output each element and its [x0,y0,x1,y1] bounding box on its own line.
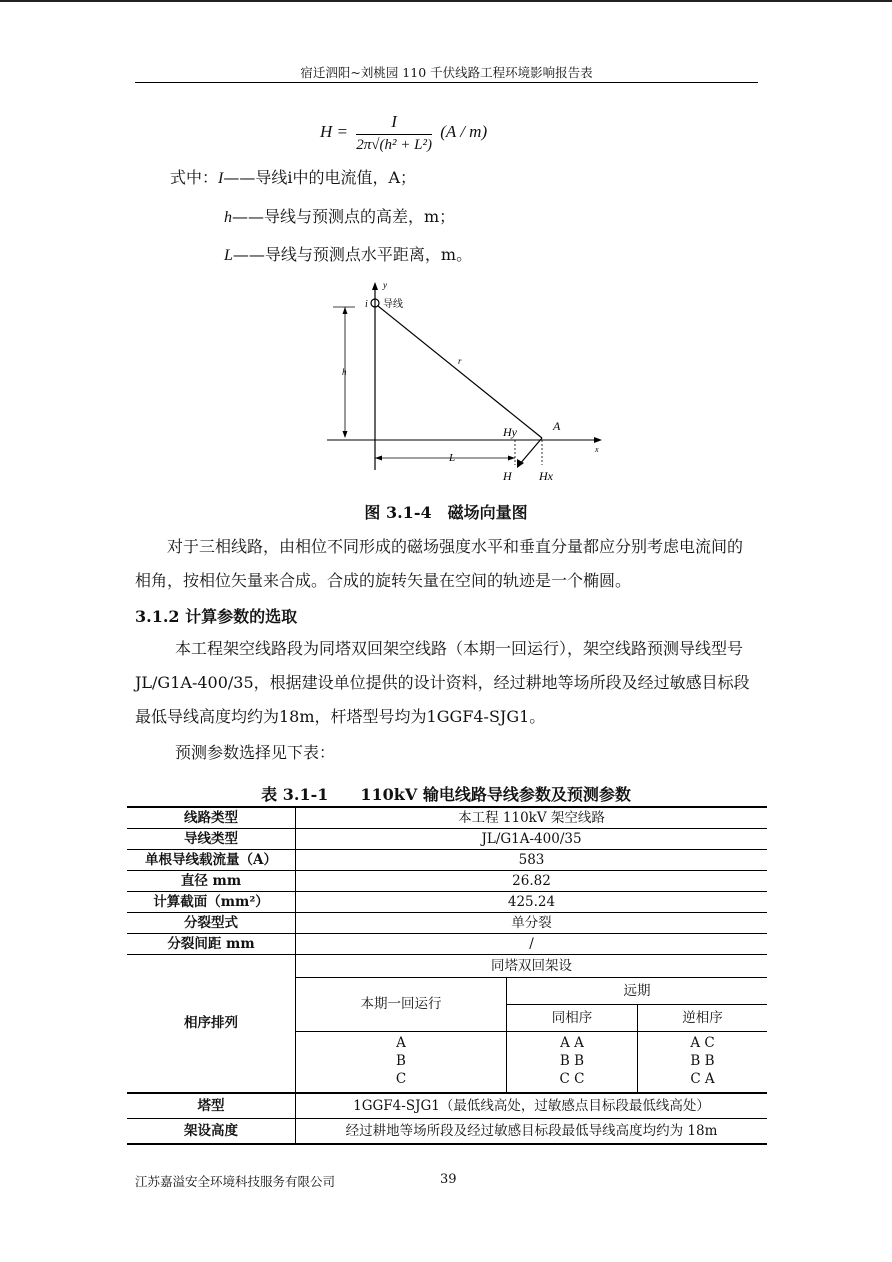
table-row [127,1119,767,1145]
h-vector [519,438,542,465]
definition-l [224,242,472,265]
phase-same: 同相序 [507,1005,638,1032]
y-axis-label: y [383,280,387,290]
row-label: 单根导线载流量（A） [127,850,296,871]
phase-current-values [296,1032,507,1094]
figure-caption: 图 3.1-4 磁场向量图 [364,503,528,522]
phase-value: A C [690,1035,715,1051]
height-value: 经过耕地等场所段及经过敏感目标段最低导线高度均约为 18m [296,1119,768,1145]
phase-current: 本期一回运行 [296,978,507,1032]
row-value: 583 [296,850,768,871]
h-arrow-up [343,307,348,314]
height-label: 架设高度 [127,1119,296,1145]
table-caption: 表 3.1-1 110kV 输电线路导线参数及预测参数 [261,785,631,804]
tower-value: 1GGF4-SJG1（最低线高处，过敏感点目标段最低线高处） [296,1093,768,1119]
y-axis-arrow [372,282,378,290]
phase-reverse: 逆相序 [638,1005,768,1032]
conductor-label: i [365,299,368,310]
footer-company: 江苏嘉溢安全环境科技服务有限公司 [135,1174,336,1189]
r-line [378,306,542,438]
h-arrow-down [343,431,348,438]
page-header: 宿迁泗阳~刘桃园 110 千伏线路工程环境影响报告表 [300,65,593,80]
section-heading: 3.1.2 计算参数的选取 [135,607,298,626]
phase-value: C [395,1071,407,1087]
top-border [0,0,892,2]
row-value: 单分裂 [296,913,768,934]
row-value: 26.82 [296,871,768,892]
r-label: r [458,356,462,366]
page-number: 39 [440,1172,457,1187]
row-label: 直径 mm [127,871,296,892]
tower-label: 塔型 [127,1093,296,1119]
h-label: h [342,367,347,377]
header-rule [135,82,758,83]
formula-denominator: 2π√(h² + L²) [356,137,432,153]
phase-value: B [396,1053,406,1069]
phase-value: C A [690,1071,715,1087]
magnetic-field-formula [320,112,487,154]
parameter-table [127,806,767,1145]
hx-label: Hx [539,469,553,483]
phase-value: A [396,1035,406,1051]
formula-fraction [356,112,432,154]
definition-h [224,204,455,227]
phase-label: 相序排列 [127,955,296,1094]
x-axis-label: x [595,445,599,454]
row-label: 分裂型式 [127,913,296,934]
table-row [127,807,767,829]
definition-text: ——导线i中的电流值，A； [223,168,417,187]
phase-future: 远期 [507,978,768,1005]
phase-value: C C [559,1071,585,1087]
phase-top: 同塔双回架设 [296,955,768,978]
phase-value: B B [559,1053,585,1069]
paragraph-three-phase: 对于三相线路，由相位不同形成的磁场强度水平和垂直分量都应分别考虑电流间的相角，按相位矢量来合成。合成的旋转矢量在空间的轨迹是一个椭圆。 [135,537,744,590]
l-label: L [449,452,456,464]
formula-numerator: I [356,112,432,135]
definition-symbol: L [224,247,233,264]
table-row [127,913,767,934]
row-value: 本工程 110kV 架空线路 [296,807,768,829]
definition-i [170,165,416,188]
phase-same-values [507,1032,638,1094]
table-row [127,1093,767,1119]
hy-label: Hy [503,425,517,439]
paragraph-params: 本工程架空线路段为同塔双回架空线路（本期一回运行），架空线路预测导线型号JL/G1A-400/35，根据建设单位提供的设计资料，经过耕地等场所段及经过敏感目标段最低导线高度均约为18m，杆塔型号均为1GGF4-SJG1。 [135,639,750,726]
definition-prefix: 式中： [170,168,219,187]
magnetic-vector-diagram [325,280,605,490]
definition-text: ——导线与预测点水平距离，m。 [232,245,473,264]
l-arrow-left [375,456,382,461]
table-row [127,955,767,978]
definition-symbol: h [224,209,232,226]
row-label: 计算截面（mm²） [127,892,296,913]
table-row [127,850,767,871]
point-a-label: A [553,419,561,433]
phase-value: A A [560,1035,584,1051]
phase-reverse-values [638,1032,768,1094]
row-value: 425.24 [296,892,768,913]
definition-symbol: I [218,170,224,187]
formula-unit: (A / m) [440,121,488,141]
table-row [127,829,767,850]
row-label: 线路类型 [127,807,296,829]
table-row [127,934,767,955]
x-axis-arrow [594,437,602,443]
formula-lhs: H = [320,121,348,141]
row-label: 导线类型 [127,829,296,850]
row-label: 分裂间距 mm [127,934,296,955]
row-value: JL/G1A-400/35 [296,829,768,850]
definition-text: ——导线与预测点的高差，m； [232,207,456,226]
h-vector-label: H [503,469,512,483]
wire-label: 导线 [383,299,403,310]
row-value: / [296,934,768,955]
paragraph-table-intro: 预测参数选择见下表： [175,743,336,762]
l-arrow-right [508,456,515,461]
table-row [127,892,767,913]
phase-value: B B [690,1053,715,1069]
table-row [127,871,767,892]
